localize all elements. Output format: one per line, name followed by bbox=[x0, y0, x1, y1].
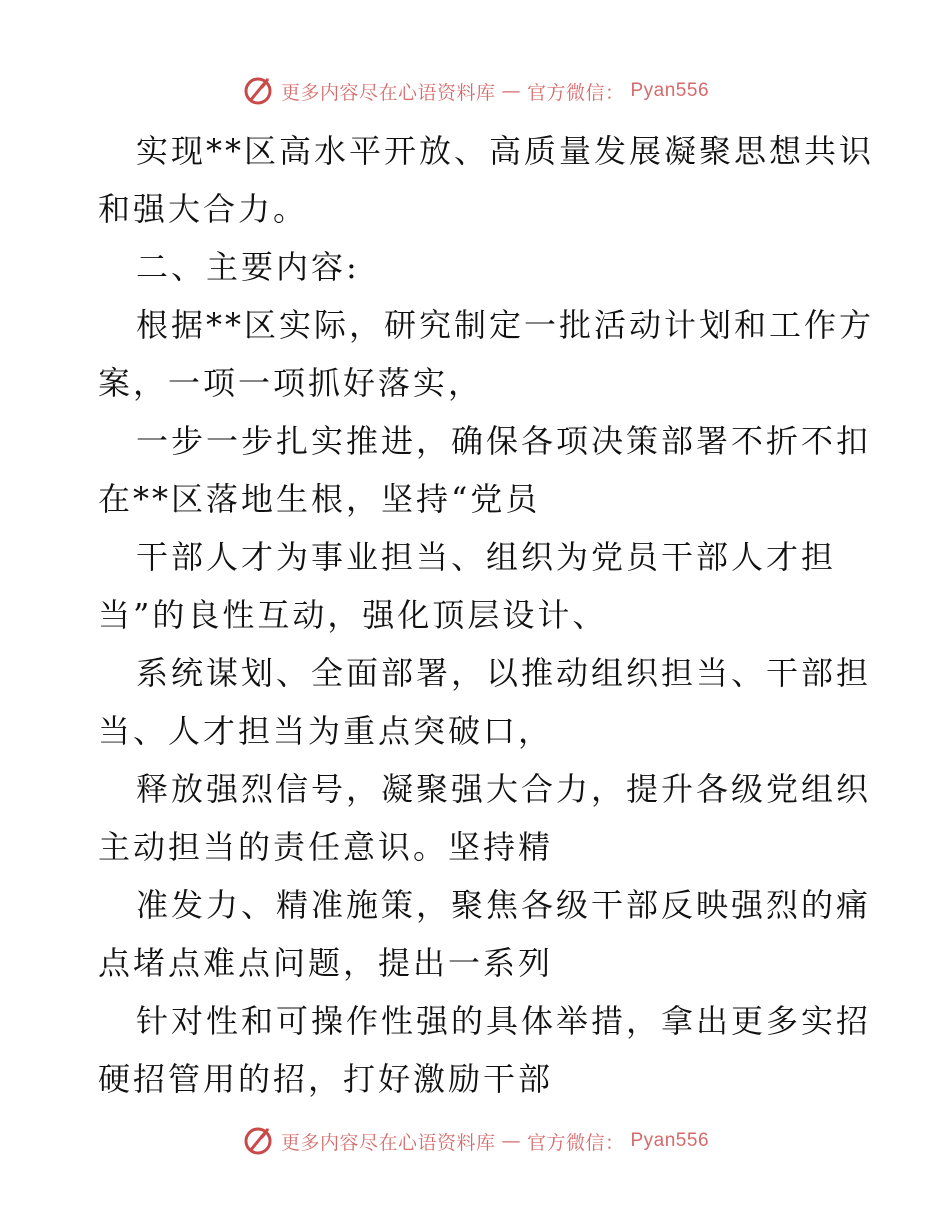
paragraph-line: 主动担当的责任意识。坚持精 bbox=[98, 828, 554, 866]
watermark-site-text: 更多内容尽在心语资料库 bbox=[280, 81, 496, 104]
paragraph-line: 准发力、精准施策，聚焦各级干部反映强烈的痛 bbox=[136, 886, 872, 924]
watermark-separator: — bbox=[501, 1130, 521, 1152]
paragraph-line: 实现**区高水平开放、高质量发展凝聚思想共识 bbox=[136, 132, 875, 170]
footer-watermark bbox=[0, 1124, 950, 1158]
watermark-wechat-label: 官方微信： bbox=[526, 1131, 625, 1154]
watermark-separator: — bbox=[501, 80, 521, 102]
quill-circle-icon bbox=[241, 74, 275, 108]
paragraph-line: 当、人才担当为重点突破口， bbox=[98, 712, 554, 750]
paragraph-line: 一步一步扎实推进，确保各项决策部署不折不扣 bbox=[136, 422, 872, 460]
paragraph-line: 案，一项一项抓好落实， bbox=[98, 364, 484, 402]
document-body bbox=[98, 122, 875, 1108]
paragraph-line: 点堵点难点问题，提出一系列 bbox=[98, 944, 554, 982]
quill-circle-icon bbox=[241, 1124, 275, 1158]
watermark-site-text: 更多内容尽在心语资料库 bbox=[280, 1131, 496, 1154]
paragraph-line: 释放强烈信号，凝聚强大合力，提升各级党组织 bbox=[136, 770, 872, 808]
header-watermark bbox=[0, 74, 950, 108]
paragraph-line: 系统谋划、全面部署，以推动组织担当、干部担 bbox=[136, 654, 872, 692]
watermark-wechat-id: Pyan556 bbox=[630, 1130, 710, 1151]
watermark-wechat-label: 官方微信： bbox=[526, 81, 625, 104]
paragraph-line: 针对性和可操作性强的具体举措，拿出更多实招 bbox=[136, 1002, 872, 1040]
paragraph-line: 干部人才为事业担当、组织为党员干部人才担 bbox=[136, 538, 837, 576]
paragraph-line: 硬招管用的招，打好激励干部 bbox=[98, 1060, 554, 1098]
paragraph-line: 当”的良性互动，强化顶层设计、 bbox=[98, 596, 608, 634]
paragraph-line: 在**区落地生根，坚持“党员 bbox=[98, 480, 541, 518]
section-heading: 二、主要内容: bbox=[136, 248, 360, 286]
watermark-wechat-id: Pyan556 bbox=[630, 80, 710, 101]
paragraph-line: 和强大合力。 bbox=[98, 190, 309, 228]
paragraph-line: 根据**区实际，研究制定一批活动计划和工作方 bbox=[136, 306, 875, 344]
